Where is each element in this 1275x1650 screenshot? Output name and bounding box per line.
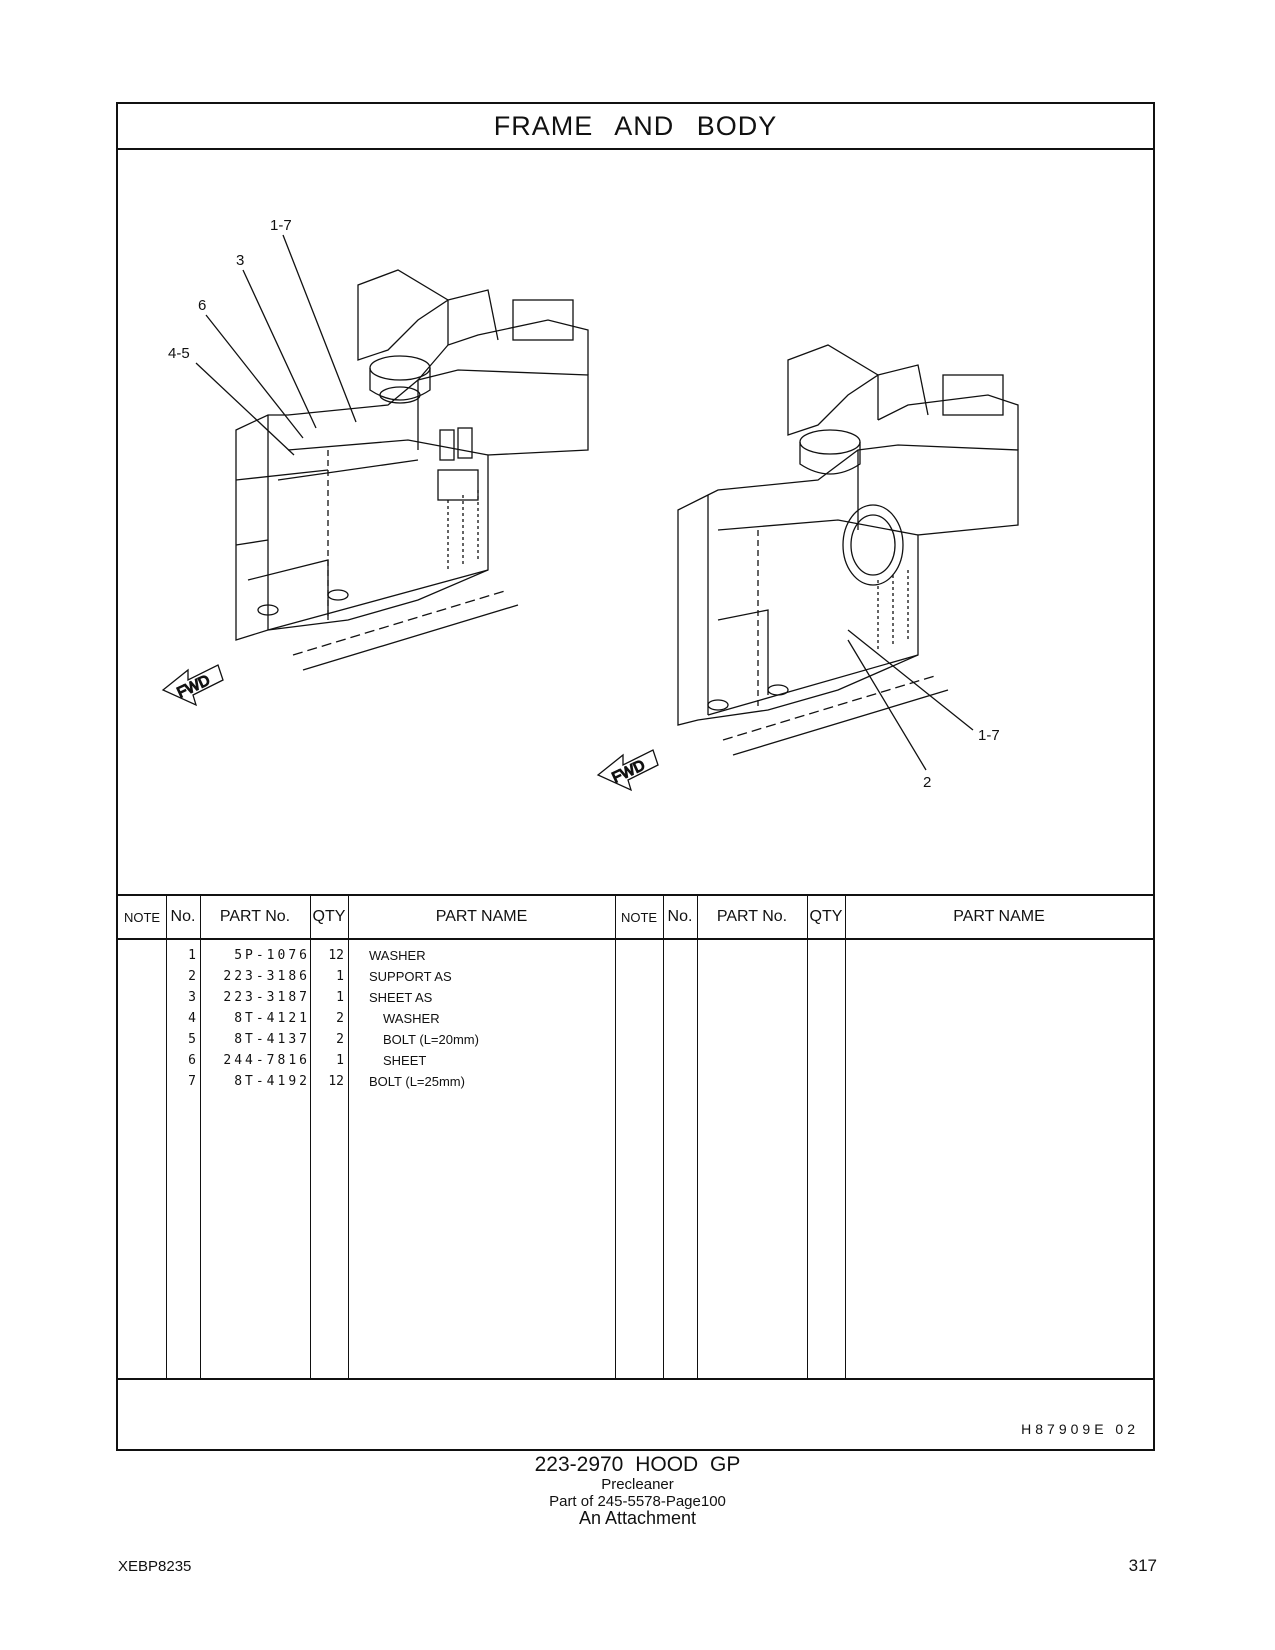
callout-6: 6 <box>198 297 207 314</box>
part-name: SUPPORT AS <box>369 969 452 984</box>
row-number: 2 <box>188 969 196 984</box>
part-name: SHEET AS <box>369 990 433 1005</box>
group-reference: Part of 245-5578-Page100 <box>549 1493 726 1510</box>
part-name: SHEET <box>383 1053 427 1068</box>
part-name: WASHER <box>369 948 426 963</box>
header-no-left: No. <box>170 908 196 925</box>
table-row <box>118 990 1153 1012</box>
group-subtitle: Precleaner <box>601 1476 674 1493</box>
quantity: 12 <box>328 1074 344 1089</box>
part-number: 8T-4137 <box>234 1032 310 1047</box>
header-qty-left: QTY <box>312 908 346 925</box>
table-row <box>118 1011 1153 1033</box>
group-type: An Attachment <box>578 1508 697 1528</box>
header-note-left: NOTE <box>123 909 161 925</box>
header-qty-right: QTY <box>809 908 843 925</box>
callout-4-5: 4-5 <box>168 345 190 362</box>
row-number: 4 <box>188 1011 196 1026</box>
table-row <box>118 1032 1153 1054</box>
fwd-label-right: FWD <box>609 756 648 787</box>
part-number: 223-3186 <box>223 969 310 984</box>
row-number: 3 <box>188 990 196 1005</box>
callout-2: 2 <box>923 774 932 791</box>
part-number: 5P-1076 <box>234 948 310 963</box>
part-number: 244-7816 <box>223 1053 310 1068</box>
table-row <box>118 1053 1153 1075</box>
quantity: 1 <box>336 969 344 984</box>
row-number: 6 <box>188 1053 196 1068</box>
header-part-name-right: PART NAME <box>953 908 1045 925</box>
parts-page-frame <box>116 102 1155 1451</box>
quantity: 2 <box>336 1032 344 1047</box>
parts-table <box>118 894 1153 1380</box>
row-number: 7 <box>188 1074 196 1089</box>
group-title: 223-2970 HOOD GP <box>534 1453 741 1476</box>
table-row <box>118 1074 1153 1096</box>
callout-1-7-left: 1-7 <box>270 217 292 234</box>
table-row <box>118 948 1153 970</box>
header-part-no-right: PART No. <box>716 908 788 925</box>
part-name: BOLT (L=25mm) <box>369 1074 465 1089</box>
part-number: 8T-4121 <box>234 1011 310 1026</box>
row-number: 5 <box>188 1032 196 1047</box>
header-part-no-left: PART No. <box>219 908 291 925</box>
header-no-right: No. <box>667 908 693 925</box>
callout-3: 3 <box>236 252 245 269</box>
page-number: 317 <box>1128 1556 1157 1575</box>
callout-1-7-right: 1-7 <box>978 727 1000 744</box>
part-name: WASHER <box>383 1011 440 1026</box>
page-title: FRAME AND BODY <box>118 104 1153 150</box>
quantity: 1 <box>336 1053 344 1068</box>
illustration-svg <box>118 150 1153 894</box>
fwd-label-left: FWD <box>174 671 213 702</box>
header-part-name-left: PART NAME <box>435 908 528 925</box>
part-number: 223-3187 <box>223 990 310 1005</box>
exploded-view-illustration <box>118 150 1153 894</box>
quantity: 1 <box>336 990 344 1005</box>
table-row <box>118 969 1153 991</box>
document-id: XEBP8235 <box>118 1558 192 1575</box>
quantity: 2 <box>336 1011 344 1026</box>
table-header-row <box>118 896 1153 940</box>
quantity: 12 <box>328 948 344 963</box>
part-number: 8T-4192 <box>234 1074 310 1089</box>
drawing-code: H87909E 02 <box>1021 1421 1139 1437</box>
part-name: BOLT (L=20mm) <box>383 1032 479 1047</box>
header-note-right: NOTE <box>620 909 658 925</box>
row-number: 1 <box>188 948 196 963</box>
